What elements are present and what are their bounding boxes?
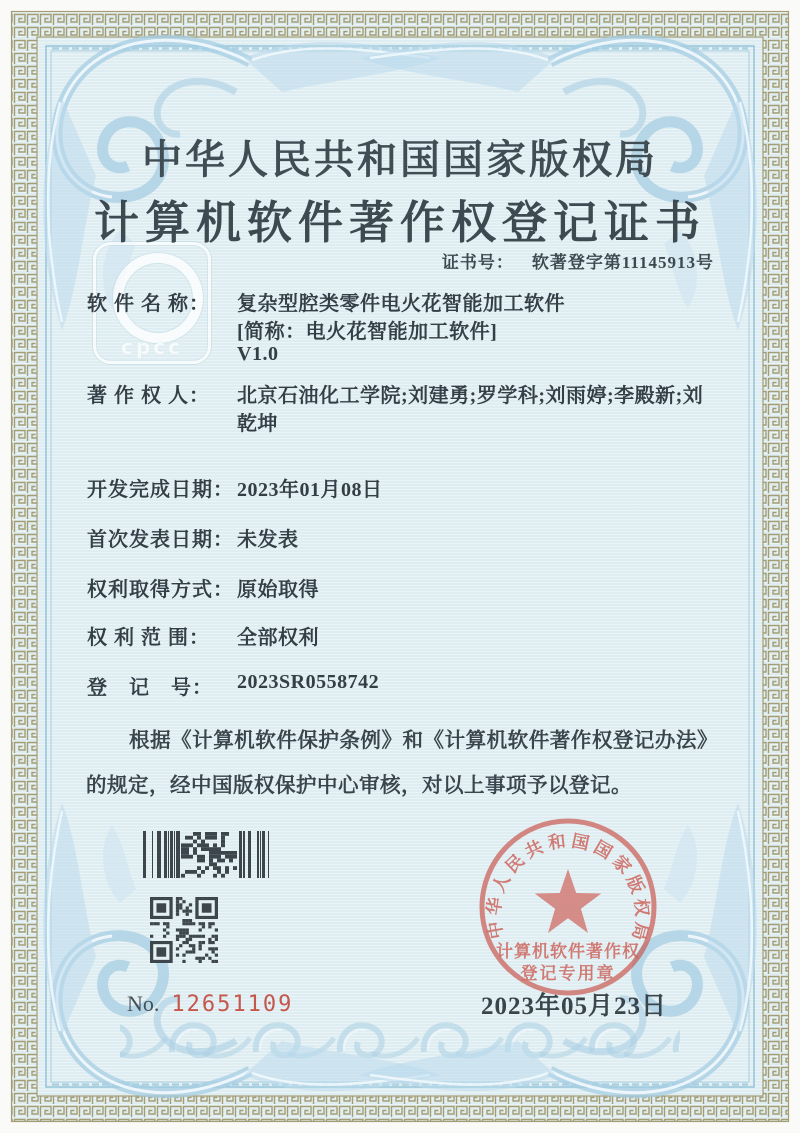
dev-complete-date-label: 开发完成日期： bbox=[87, 479, 234, 501]
seal-text-line1: 计算机软件著作权 bbox=[496, 942, 640, 961]
software-name-label: 软 件 名 称： bbox=[87, 293, 210, 315]
copyright-owner-line2: 乾坤 bbox=[237, 413, 278, 435]
seal-text-line2: 登记专用章 bbox=[520, 964, 616, 983]
issue-date: 2023年05月23日 bbox=[481, 993, 668, 1020]
issuing-authority: 中华人民共和国国家版权局 bbox=[142, 137, 658, 182]
copyright-owner-label: 著 作 权 人： bbox=[87, 385, 210, 407]
registration-statement: 根据《计算机软件保护条例》和《计算机软件著作权登记办法》的规定，经中国版权保护中心审核，对以上事项予以登记。 bbox=[86, 730, 718, 797]
software-name-line2: [简称：电火花智能加工软件] bbox=[237, 321, 498, 343]
first-publish-date-label: 首次发表日期： bbox=[87, 529, 234, 551]
certificate-title: 计算机软件著作权登记证书 bbox=[93, 198, 706, 248]
official-seal bbox=[472, 811, 664, 1003]
software-version: V1.0 bbox=[237, 343, 279, 365]
certificate-number-value: 软著登字第11145913号 bbox=[531, 253, 714, 272]
serial-number-value: 12651109 bbox=[171, 992, 294, 1017]
software-name-line1: 复杂型腔类零件电火花智能加工软件 bbox=[237, 293, 565, 315]
cpcc-seal-text: cpcc bbox=[121, 335, 183, 359]
seal-star-icon bbox=[535, 869, 602, 933]
rights-scope-label: 权 利 范 围： bbox=[87, 627, 210, 649]
rights-scope-value: 全部权利 bbox=[237, 627, 319, 649]
copyright-owner-line1: 北京石油化工学院;刘建勇;罗学科;刘雨婷;李殿新;刘 bbox=[237, 385, 704, 407]
barcode bbox=[143, 831, 271, 878]
registration-number-label: 登 记 号： bbox=[87, 677, 213, 699]
first-publish-date-value: 未发表 bbox=[237, 529, 299, 551]
dev-complete-date-value: 2023年01月08日 bbox=[237, 479, 383, 501]
registration-number-value: 2023SR0558742 bbox=[237, 671, 380, 693]
certificate-number-label: 证书号： bbox=[441, 253, 514, 272]
rights-acquisition-label: 权利取得方式： bbox=[87, 579, 234, 601]
qr-code bbox=[150, 897, 218, 963]
rights-acquisition-value: 原始取得 bbox=[237, 579, 319, 601]
serial-number-label: No. bbox=[127, 991, 160, 1016]
serial-number-line bbox=[127, 991, 293, 1017]
seal-ring-text: 中华人民共和国国家版权局 bbox=[483, 830, 653, 947]
certificate-number-line bbox=[442, 248, 714, 273]
